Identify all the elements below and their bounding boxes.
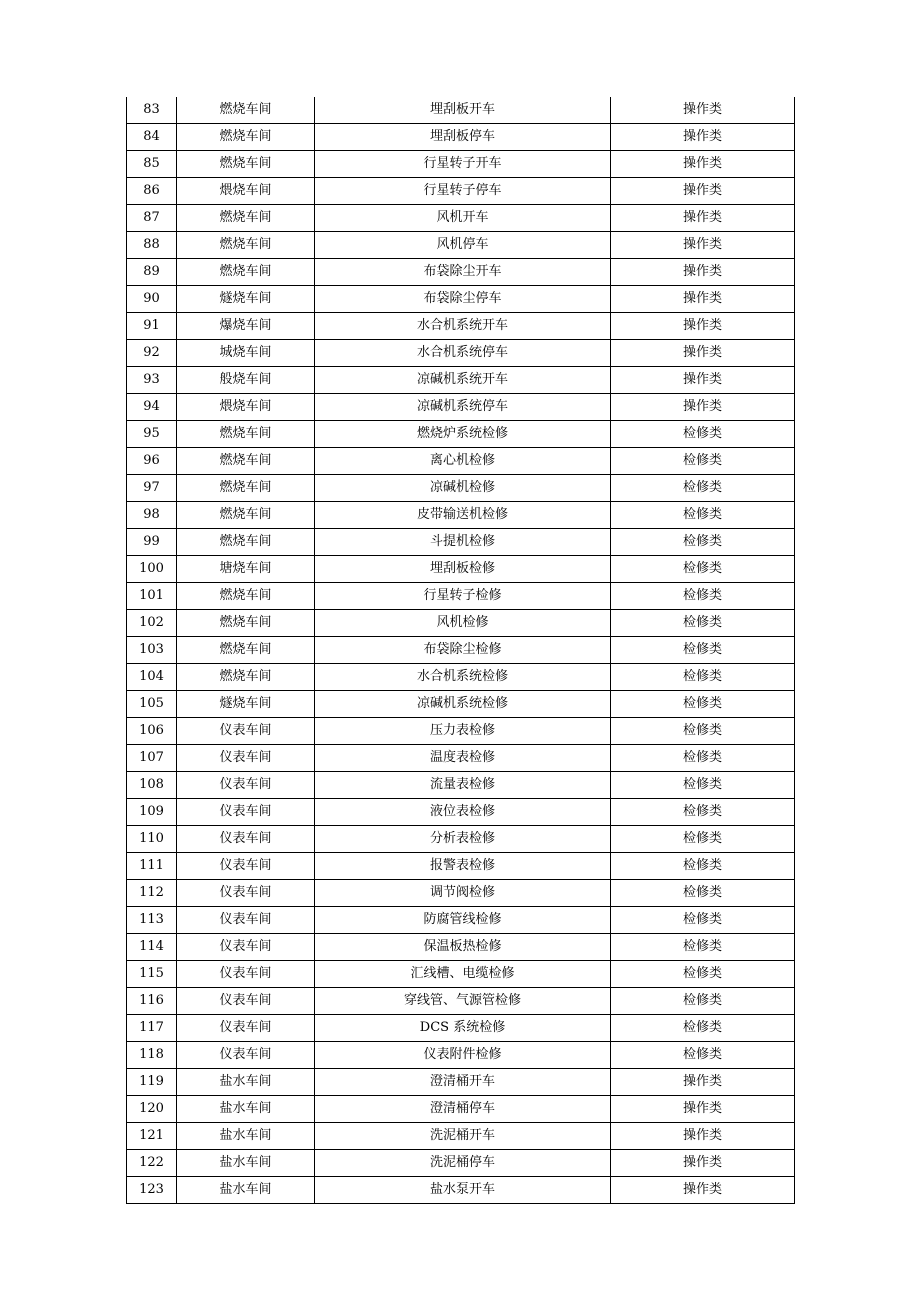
row-department: 盐水车间: [177, 1096, 315, 1123]
row-category: 操作类: [611, 1069, 795, 1096]
row-category: 操作类: [611, 259, 795, 286]
row-number: 94: [127, 394, 177, 421]
row-category: 检修类: [611, 772, 795, 799]
row-task: 水合机系统开车: [315, 313, 611, 340]
table-row: [127, 799, 795, 826]
row-number: 85: [127, 151, 177, 178]
row-category: 检修类: [611, 988, 795, 1015]
row-category: 操作类: [611, 97, 795, 124]
row-department: 煨烧车间: [177, 394, 315, 421]
row-department: 燃烧车间: [177, 448, 315, 475]
table-row: [127, 664, 795, 691]
row-department: 燃烧车间: [177, 583, 315, 610]
row-department: 仪表车间: [177, 880, 315, 907]
row-department: 盐水车间: [177, 1177, 315, 1204]
row-department: 城烧车间: [177, 340, 315, 367]
row-category: 操作类: [611, 1096, 795, 1123]
row-department: 仪表车间: [177, 799, 315, 826]
table-row: [127, 205, 795, 232]
row-task: 布袋除尘停车: [315, 286, 611, 313]
row-category: 检修类: [611, 637, 795, 664]
table-row: [127, 907, 795, 934]
row-department: 燃烧车间: [177, 124, 315, 151]
row-number: 89: [127, 259, 177, 286]
row-number: 92: [127, 340, 177, 367]
row-task: 洗泥桶停车: [315, 1150, 611, 1177]
table-row: [127, 583, 795, 610]
task-table: [126, 97, 795, 1204]
row-department: 仪表车间: [177, 934, 315, 961]
row-task: DCS 系统检修: [315, 1015, 611, 1042]
row-department: 般烧车间: [177, 367, 315, 394]
row-category: 检修类: [611, 556, 795, 583]
row-task: 凉碱机检修: [315, 475, 611, 502]
row-task: 行星转子开车: [315, 151, 611, 178]
row-category: 检修类: [611, 718, 795, 745]
row-number: 105: [127, 691, 177, 718]
row-number: 103: [127, 637, 177, 664]
row-number: 93: [127, 367, 177, 394]
table-row: [127, 232, 795, 259]
row-department: 爆烧车间: [177, 313, 315, 340]
table-row: [127, 178, 795, 205]
row-task: 风机检修: [315, 610, 611, 637]
row-task: 凉碱机系统停车: [315, 394, 611, 421]
table-row: [127, 475, 795, 502]
row-number: 90: [127, 286, 177, 313]
table-row: [127, 286, 795, 313]
row-category: 检修类: [611, 961, 795, 988]
row-number: 113: [127, 907, 177, 934]
row-category: 检修类: [611, 934, 795, 961]
row-task: 液位表检修: [315, 799, 611, 826]
row-number: 99: [127, 529, 177, 556]
table-row: [127, 313, 795, 340]
row-number: 87: [127, 205, 177, 232]
row-category: 操作类: [611, 313, 795, 340]
row-department: 仪表车间: [177, 961, 315, 988]
row-task: 报警表检修: [315, 853, 611, 880]
table-row: [127, 745, 795, 772]
row-department: 盐水车间: [177, 1150, 315, 1177]
row-department: 燃烧车间: [177, 664, 315, 691]
row-task: 水合机系统停车: [315, 340, 611, 367]
row-category: 操作类: [611, 1123, 795, 1150]
table-row: [127, 691, 795, 718]
table-row: [127, 961, 795, 988]
row-category: 检修类: [611, 691, 795, 718]
row-department: 仪表车间: [177, 1042, 315, 1069]
table-row: [127, 259, 795, 286]
row-number: 117: [127, 1015, 177, 1042]
row-number: 109: [127, 799, 177, 826]
row-category: 操作类: [611, 124, 795, 151]
table-row: [127, 880, 795, 907]
row-department: 仪表车间: [177, 826, 315, 853]
row-category: 检修类: [611, 853, 795, 880]
row-department: 仪表车间: [177, 772, 315, 799]
row-task: 汇线槽、电缆检修: [315, 961, 611, 988]
row-category: 检修类: [611, 502, 795, 529]
table-row: [127, 826, 795, 853]
row-category: 操作类: [611, 340, 795, 367]
row-department: 塘烧车间: [177, 556, 315, 583]
row-category: 检修类: [611, 583, 795, 610]
row-task: 布袋除尘开车: [315, 259, 611, 286]
row-number: 110: [127, 826, 177, 853]
row-number: 106: [127, 718, 177, 745]
row-category: 检修类: [611, 1042, 795, 1069]
row-department: 煨烧车间: [177, 178, 315, 205]
table-row: [127, 853, 795, 880]
row-department: 仪表车间: [177, 1015, 315, 1042]
row-task: 澄清桶开车: [315, 1069, 611, 1096]
row-number: 101: [127, 583, 177, 610]
row-number: 104: [127, 664, 177, 691]
row-task: 布袋除尘检修: [315, 637, 611, 664]
table-row: [127, 1096, 795, 1123]
row-department: 燃烧车间: [177, 637, 315, 664]
row-task: 防腐管线检修: [315, 907, 611, 934]
row-number: 98: [127, 502, 177, 529]
row-category: 检修类: [611, 745, 795, 772]
row-task: 保温板热检修: [315, 934, 611, 961]
row-department: 燃烧车间: [177, 205, 315, 232]
table-row: [127, 340, 795, 367]
row-department: 仪表车间: [177, 718, 315, 745]
row-task: 埋刮板检修: [315, 556, 611, 583]
row-category: 检修类: [611, 907, 795, 934]
table-row: [127, 97, 795, 124]
table-row: [127, 1177, 795, 1204]
row-task: 皮带输送机检修: [315, 502, 611, 529]
row-category: 操作类: [611, 1177, 795, 1204]
row-category: 操作类: [611, 367, 795, 394]
table-row: [127, 637, 795, 664]
row-number: 116: [127, 988, 177, 1015]
row-task: 凉碱机系统检修: [315, 691, 611, 718]
row-task: 流量表检修: [315, 772, 611, 799]
row-task: 分析表检修: [315, 826, 611, 853]
row-task: 仪表附件检修: [315, 1042, 611, 1069]
table-row: [127, 1123, 795, 1150]
row-number: 111: [127, 853, 177, 880]
row-task: 压力表检修: [315, 718, 611, 745]
row-category: 操作类: [611, 232, 795, 259]
row-department: 仪表车间: [177, 988, 315, 1015]
row-task: 埋刮板开车: [315, 97, 611, 124]
row-number: 86: [127, 178, 177, 205]
row-department: 仪表车间: [177, 907, 315, 934]
table-row: [127, 556, 795, 583]
row-department: 仪表车间: [177, 853, 315, 880]
row-department: 燃烧车间: [177, 421, 315, 448]
table-row: [127, 610, 795, 637]
table-row: [127, 1042, 795, 1069]
row-category: 检修类: [611, 448, 795, 475]
table-row: [127, 772, 795, 799]
row-number: 112: [127, 880, 177, 907]
row-task: 埋刮板停车: [315, 124, 611, 151]
row-category: 检修类: [611, 826, 795, 853]
row-number: 95: [127, 421, 177, 448]
row-department: 盐水车间: [177, 1123, 315, 1150]
row-task: 水合机系统检修: [315, 664, 611, 691]
row-department: 仪表车间: [177, 745, 315, 772]
row-category: 操作类: [611, 286, 795, 313]
table-row: [127, 367, 795, 394]
task-table-body: [127, 97, 795, 1204]
row-number: 84: [127, 124, 177, 151]
row-category: 检修类: [611, 475, 795, 502]
row-department: 燃烧车间: [177, 610, 315, 637]
table-row: [127, 502, 795, 529]
row-number: 122: [127, 1150, 177, 1177]
row-department: 燃烧车间: [177, 502, 315, 529]
row-number: 121: [127, 1123, 177, 1150]
row-category: 操作类: [611, 151, 795, 178]
row-task: 离心机检修: [315, 448, 611, 475]
row-number: 119: [127, 1069, 177, 1096]
row-category: 检修类: [611, 880, 795, 907]
row-number: 118: [127, 1042, 177, 1069]
row-task: 行星转子停车: [315, 178, 611, 205]
row-task: 燃烧炉系统检修: [315, 421, 611, 448]
table-row: [127, 988, 795, 1015]
table-row: [127, 529, 795, 556]
table-row: [127, 1069, 795, 1096]
row-department: 燃烧车间: [177, 232, 315, 259]
table-row: [127, 1150, 795, 1177]
row-category: 检修类: [611, 1015, 795, 1042]
row-category: 检修类: [611, 610, 795, 637]
row-number: 100: [127, 556, 177, 583]
row-category: 检修类: [611, 664, 795, 691]
row-number: 108: [127, 772, 177, 799]
row-category: 检修类: [611, 529, 795, 556]
row-task: 凉碱机系统开车: [315, 367, 611, 394]
row-number: 120: [127, 1096, 177, 1123]
row-department: 燃烧车间: [177, 259, 315, 286]
row-category: 操作类: [611, 205, 795, 232]
row-number: 97: [127, 475, 177, 502]
row-category: 检修类: [611, 421, 795, 448]
row-number: 107: [127, 745, 177, 772]
row-number: 96: [127, 448, 177, 475]
row-number: 102: [127, 610, 177, 637]
row-task: 风机开车: [315, 205, 611, 232]
row-number: 88: [127, 232, 177, 259]
row-department: 燃烧车间: [177, 475, 315, 502]
table-row: [127, 394, 795, 421]
table-row: [127, 448, 795, 475]
table-row: [127, 151, 795, 178]
row-category: 检修类: [611, 799, 795, 826]
table-row: [127, 718, 795, 745]
row-task: 盐水泵开车: [315, 1177, 611, 1204]
row-department: 燧烧车间: [177, 691, 315, 718]
row-department: 燃烧车间: [177, 97, 315, 124]
row-task: 调节阀检修: [315, 880, 611, 907]
row-number: 91: [127, 313, 177, 340]
row-category: 操作类: [611, 178, 795, 205]
row-task: 洗泥桶开车: [315, 1123, 611, 1150]
row-department: 燃烧车间: [177, 151, 315, 178]
row-department: 燃烧车间: [177, 529, 315, 556]
row-task: 斗提机检修: [315, 529, 611, 556]
row-department: 燧烧车间: [177, 286, 315, 313]
row-task: 温度表检修: [315, 745, 611, 772]
row-category: 操作类: [611, 394, 795, 421]
row-number: 115: [127, 961, 177, 988]
table-row: [127, 934, 795, 961]
table-row: [127, 1015, 795, 1042]
table-row: [127, 421, 795, 448]
row-number: 123: [127, 1177, 177, 1204]
row-category: 操作类: [611, 1150, 795, 1177]
table-row: [127, 124, 795, 151]
row-task: 穿线管、气源管检修: [315, 988, 611, 1015]
row-number: 114: [127, 934, 177, 961]
row-department: 盐水车间: [177, 1069, 315, 1096]
row-task: 行星转子检修: [315, 583, 611, 610]
row-task: 风机停车: [315, 232, 611, 259]
row-task: 澄清桶停车: [315, 1096, 611, 1123]
row-number: 83: [127, 97, 177, 124]
